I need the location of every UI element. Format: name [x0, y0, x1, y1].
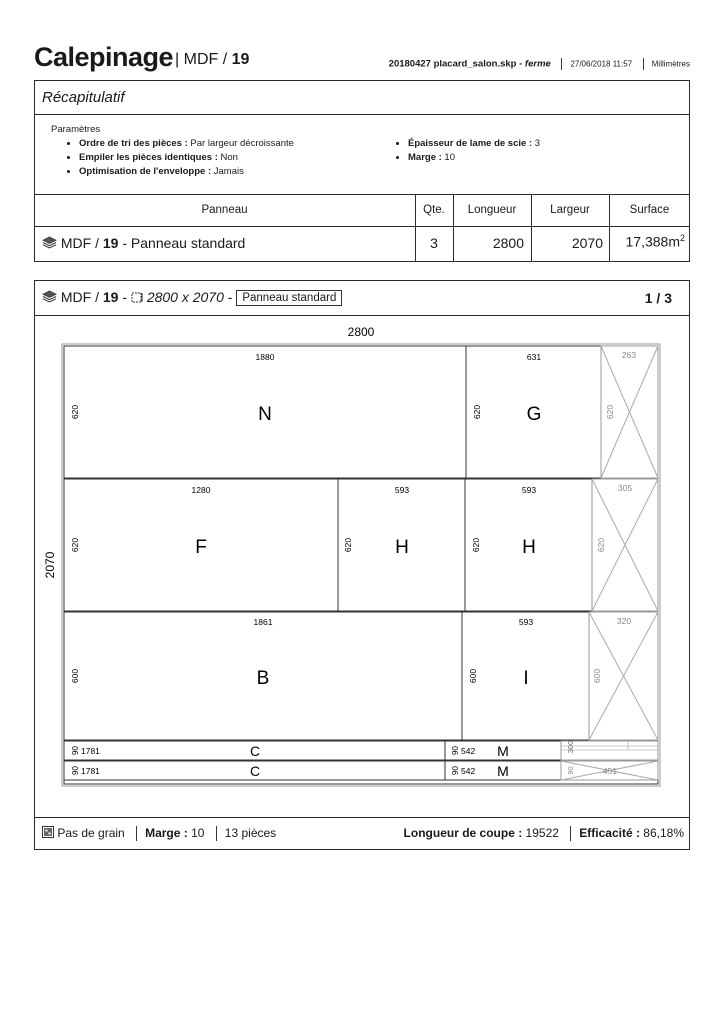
svg-text:C: C — [249, 743, 261, 759]
layers-icon — [42, 290, 57, 303]
table-header-qty: Qte. — [423, 204, 445, 216]
svg-text:90: 90 — [566, 766, 575, 775]
header-file-info — [389, 58, 690, 70]
svg-text:600: 600 — [468, 668, 478, 684]
svg-text:542: 542 — [461, 766, 476, 776]
row-surface-exp: 2 — [679, 233, 685, 243]
piece-b — [64, 612, 462, 740]
separator — [216, 826, 217, 841]
separator — [570, 826, 571, 841]
grain-icon — [42, 826, 54, 838]
svg-text:H: H — [395, 537, 409, 558]
svg-text:620: 620 — [605, 404, 615, 420]
table-row-panel — [42, 235, 245, 251]
row-surface-value: 17,388m — [625, 233, 680, 250]
param-envelope-optim: • Optimisation de l'enveloppe : Jamais — [79, 165, 294, 179]
svg-text:263: 263 — [621, 350, 637, 360]
svg-text:620: 620 — [343, 537, 353, 553]
svg-text:593: 593 — [518, 617, 534, 627]
param-stack-identical: • Empiler les pièces identiques : Non — [79, 151, 294, 165]
waste-3 — [589, 612, 658, 740]
efficiency-label: Efficacité : — [579, 826, 640, 840]
table-header-width: Largeur — [550, 204, 590, 216]
sheet-page-indicator: 1 / 3 — [644, 290, 672, 306]
separator — [643, 58, 644, 70]
svg-text:90: 90 — [451, 766, 460, 775]
svg-text:M: M — [497, 763, 509, 779]
footer-margin-value: 10 — [187, 826, 205, 840]
piece-i — [462, 612, 589, 740]
piece-f — [64, 479, 338, 611]
cutting-layout — [34, 316, 690, 816]
row-thickness: 19 — [102, 235, 119, 251]
row-width: 2070 — [571, 235, 603, 251]
param-margin: • Marge : 10 — [408, 151, 540, 165]
header-thickness: 19 — [231, 51, 250, 68]
sheet-header: MDF / 19 - 2800 x 2070 - Panneau standard — [42, 289, 342, 306]
footer-margin-label: Marge : — [145, 826, 188, 840]
svg-text:1280: 1280 — [191, 485, 211, 495]
svg-text:305: 305 — [617, 483, 633, 493]
page-header — [34, 40, 690, 76]
page-title: Calepinage — [34, 42, 174, 72]
piece-m — [445, 741, 561, 760]
svg-text:90: 90 — [71, 746, 80, 755]
cut-length-label: Longueur de coupe : — [403, 826, 523, 840]
table-header-length: Longueur — [467, 204, 517, 216]
waste-2 — [592, 479, 658, 611]
sheet-footer-right — [404, 826, 684, 841]
summary-divider — [34, 114, 690, 115]
table-header-surface: Surface — [629, 204, 670, 216]
top-dimension: 2800 — [347, 325, 375, 339]
waste-5 — [561, 761, 658, 780]
piece-c — [64, 761, 445, 780]
svg-text:620: 620 — [471, 537, 481, 553]
svg-text:320: 320 — [616, 616, 632, 626]
svg-text:1781: 1781 — [81, 746, 100, 756]
separator — [561, 58, 562, 70]
waste-4 — [561, 741, 658, 760]
sheet-dims: 2800 x 2070 — [146, 289, 224, 305]
separator — [136, 826, 137, 841]
svg-text:593: 593 — [521, 485, 537, 495]
header-file: 20180427 placard_salon.skp — [388, 58, 517, 70]
row-material: MDF — [60, 235, 92, 251]
svg-text:300: 300 — [566, 740, 575, 754]
row-surface — [609, 233, 685, 250]
svg-text:1880: 1880 — [255, 352, 275, 362]
svg-text:C: C — [249, 763, 261, 779]
svg-text:90: 90 — [71, 766, 80, 775]
panel-size-icon — [131, 291, 143, 303]
svg-text:M: M — [497, 743, 509, 759]
header-units: Millimètres — [651, 59, 690, 69]
svg-text:B: B — [256, 668, 270, 689]
summary-title: Récapitulatif — [42, 89, 125, 106]
svg-text:620: 620 — [70, 537, 80, 553]
param-saw-blade: • Épaisseur de lame de scie : 3 — [408, 137, 540, 151]
svg-text:90: 90 — [451, 746, 460, 755]
svg-text:I: I — [523, 668, 529, 689]
svg-text:H: H — [522, 537, 536, 558]
svg-text:F: F — [195, 537, 207, 558]
piece-h — [338, 479, 465, 611]
table-top-line — [34, 194, 690, 195]
sheet-thickness: 19 — [102, 289, 119, 305]
param-sort-order: • Ordre de tri des pièces : Par largeur décroissante — [79, 137, 294, 151]
layers-icon — [42, 236, 57, 249]
piece-c — [64, 741, 445, 760]
svg-text:N: N — [258, 404, 272, 425]
cut-length-value: 19522 — [522, 826, 559, 840]
efficiency-value: 86,18% — [639, 826, 684, 840]
params-left-list — [62, 137, 294, 179]
params-right-list — [391, 137, 540, 165]
table-mid-line — [34, 226, 690, 227]
svg-text:620: 620 — [70, 404, 80, 420]
svg-text:600: 600 — [70, 668, 80, 684]
svg-text:542: 542 — [461, 746, 476, 756]
svg-text:620: 620 — [472, 404, 482, 420]
svg-text:620: 620 — [596, 537, 606, 553]
piece-h — [465, 479, 592, 611]
svg-text:G: G — [526, 404, 542, 425]
svg-text:1781: 1781 — [81, 766, 100, 776]
header-datetime: 27/06/2018 11:57 — [570, 59, 633, 69]
waste-1 — [601, 346, 658, 478]
header-file-sep: - — [516, 58, 525, 70]
piece-m — [445, 761, 561, 780]
sheet-footer-left — [42, 826, 276, 841]
footer-piece-count: 13 pièces — [224, 826, 277, 840]
sheet-type-badge: Panneau standard — [236, 290, 342, 306]
table-header-panel: Panneau — [201, 204, 248, 216]
header-file-state: ferme — [524, 58, 551, 70]
grain-label: Pas de grain — [57, 826, 125, 840]
piece-g — [466, 346, 601, 478]
params-title: Paramètres — [51, 124, 101, 135]
row-slash: / — [91, 235, 103, 251]
header-material-wrap: | MDF / 19 — [175, 51, 250, 68]
piece-n — [64, 346, 466, 478]
svg-text:631: 631 — [526, 352, 542, 362]
row-name: - Panneau standard — [118, 235, 246, 251]
sheet-footer-divider — [34, 817, 690, 818]
svg-text:1861: 1861 — [253, 617, 273, 627]
svg-text:451: 451 — [602, 766, 618, 776]
sheet-material: MDF — [60, 289, 92, 305]
row-qty: 3 — [430, 235, 438, 251]
header-material: MDF — [183, 51, 219, 68]
svg-text:593: 593 — [394, 485, 410, 495]
row-length: 2800 — [492, 235, 524, 251]
left-dimension: 2070 — [43, 551, 57, 579]
svg-text:600: 600 — [592, 668, 602, 684]
